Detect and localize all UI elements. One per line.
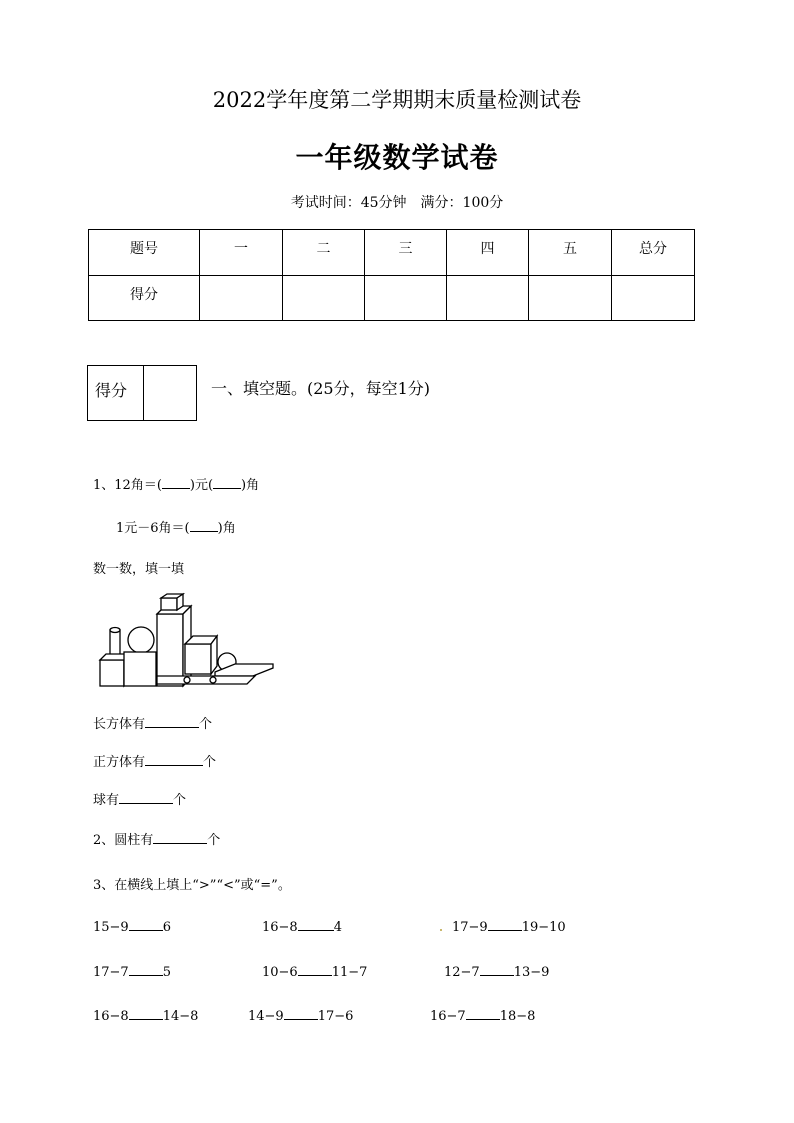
answer-blank[interactable]: [213, 476, 241, 489]
q1-line2-text-b: )角: [217, 521, 236, 536]
sphere-label: 球有: [93, 793, 120, 808]
compare-right: 18−8: [499, 1009, 536, 1024]
score-cell[interactable]: [529, 275, 612, 321]
score-cell[interactable]: [283, 275, 365, 321]
compare-right: 14−8: [162, 1009, 199, 1024]
compare-right: 4: [333, 920, 342, 935]
answer-blank[interactable]: [129, 963, 163, 976]
answer-blank[interactable]: [466, 1007, 500, 1020]
compare-right: 11−7: [331, 965, 368, 980]
answer-blank[interactable]: [284, 1007, 318, 1020]
tall-cuboid-shape: [157, 614, 183, 686]
score-header-cell: 题号: [89, 230, 200, 276]
q2-label: 2、圆柱有: [93, 833, 154, 848]
compare-right: 6: [162, 920, 171, 935]
answer-blank[interactable]: [119, 791, 173, 804]
section-heading: 一、填空题。(25分，每空1分): [211, 379, 431, 398]
score-header-cell: 三: [365, 230, 447, 276]
compare-left: 17−9: [452, 920, 488, 935]
score-row-label: 得分: [89, 275, 200, 321]
answer-blank[interactable]: [145, 753, 203, 766]
question-2: [93, 829, 220, 848]
compare-left: 14−9: [248, 1009, 284, 1024]
cuboid-label: 长方体有: [93, 717, 146, 732]
compare-left: 16−8: [93, 1009, 129, 1024]
answer-blank[interactable]: [129, 918, 163, 931]
score-cell[interactable]: [612, 275, 695, 321]
compare-left: 16−8: [262, 920, 298, 935]
answer-blank[interactable]: [162, 476, 190, 489]
answer-blank[interactable]: [153, 831, 207, 844]
compare-left: 17−7: [93, 965, 129, 980]
count-prompt: 数一数，填一填: [93, 562, 185, 577]
q1-text-a: 1、12角＝(: [93, 478, 162, 493]
wheel-shape: [210, 677, 216, 683]
section-score-divider: [143, 366, 144, 420]
compare-right: 19−10: [521, 920, 566, 935]
compare-left: 12−7: [444, 965, 480, 980]
cube-unit: 个: [203, 755, 217, 770]
cube-label: 正方体有: [93, 755, 146, 770]
answer-blank[interactable]: [488, 918, 522, 931]
sphere-count-line: [93, 789, 186, 808]
q1-text-b: )元(: [189, 478, 214, 493]
compare-left: 10−6: [262, 965, 298, 980]
question-1-line-2: [116, 517, 236, 536]
section-score-box: [87, 365, 197, 421]
cuboid-unit: 个: [199, 717, 213, 732]
compare-right: 13−9: [513, 965, 550, 980]
q2-unit: 个: [207, 833, 221, 848]
compare-item: [430, 1007, 535, 1024]
compare-right: 5: [162, 965, 171, 980]
score-header-cell: 总分: [612, 230, 695, 276]
answer-blank[interactable]: [298, 918, 334, 931]
score-header-cell: 二: [283, 230, 365, 276]
compare-left: 16−7: [430, 1009, 466, 1024]
answer-blank[interactable]: [145, 715, 199, 728]
score-cell[interactable]: [200, 275, 283, 321]
score-table: [88, 229, 695, 321]
compare-item: [444, 963, 549, 980]
shapes-figure: [95, 592, 280, 692]
right-cuboid-shape: [185, 644, 211, 674]
compare-item: [262, 918, 342, 935]
answer-blank[interactable]: [190, 519, 218, 532]
score-table-score-row: [89, 275, 695, 321]
exam-title: 2022学年度第二学期期末质量检测试卷: [212, 88, 582, 112]
cuboid-count-line: [93, 713, 212, 732]
answer-blank[interactable]: [129, 1007, 163, 1020]
score-cell[interactable]: [365, 275, 447, 321]
score-header-cell: 五: [529, 230, 612, 276]
score-header-cell: 一: [200, 230, 283, 276]
wheel-shape: [184, 677, 190, 683]
compare-left: 15−9: [93, 920, 129, 935]
sphere-unit: 个: [173, 793, 187, 808]
cube-shape: [100, 660, 124, 686]
compare-item: [93, 1007, 198, 1024]
compare-item: [93, 918, 171, 935]
compare-item: [93, 963, 171, 980]
score-cell[interactable]: [447, 275, 529, 321]
compare-right: 17−6: [317, 1009, 354, 1024]
score-header-cell: 四: [447, 230, 529, 276]
q1-text-c: )角: [241, 478, 260, 493]
small-cube-shape: [161, 598, 177, 610]
exam-subtitle: 一年级数学试卷: [295, 141, 499, 174]
sphere-shape: [128, 627, 154, 653]
compare-item: [262, 963, 367, 980]
stray-dot: [440, 929, 442, 931]
compare-item: [248, 1007, 353, 1024]
exam-info: 考试时间：45分钟 满分：100分: [290, 195, 504, 211]
compare-item: [438, 918, 566, 935]
cuboid-shape: [124, 652, 156, 686]
q1-line2-text-a: 1元－6角＝(: [116, 521, 190, 536]
answer-blank[interactable]: [480, 963, 514, 976]
section-score-label: 得分: [95, 381, 128, 400]
question-1-line-1: [93, 474, 259, 493]
answer-blank[interactable]: [298, 963, 332, 976]
question-3: 3、在横线上填上“>”“<”或“=”。: [93, 878, 291, 893]
score-table-header-row: [89, 230, 695, 276]
cube-count-line: [93, 751, 216, 770]
